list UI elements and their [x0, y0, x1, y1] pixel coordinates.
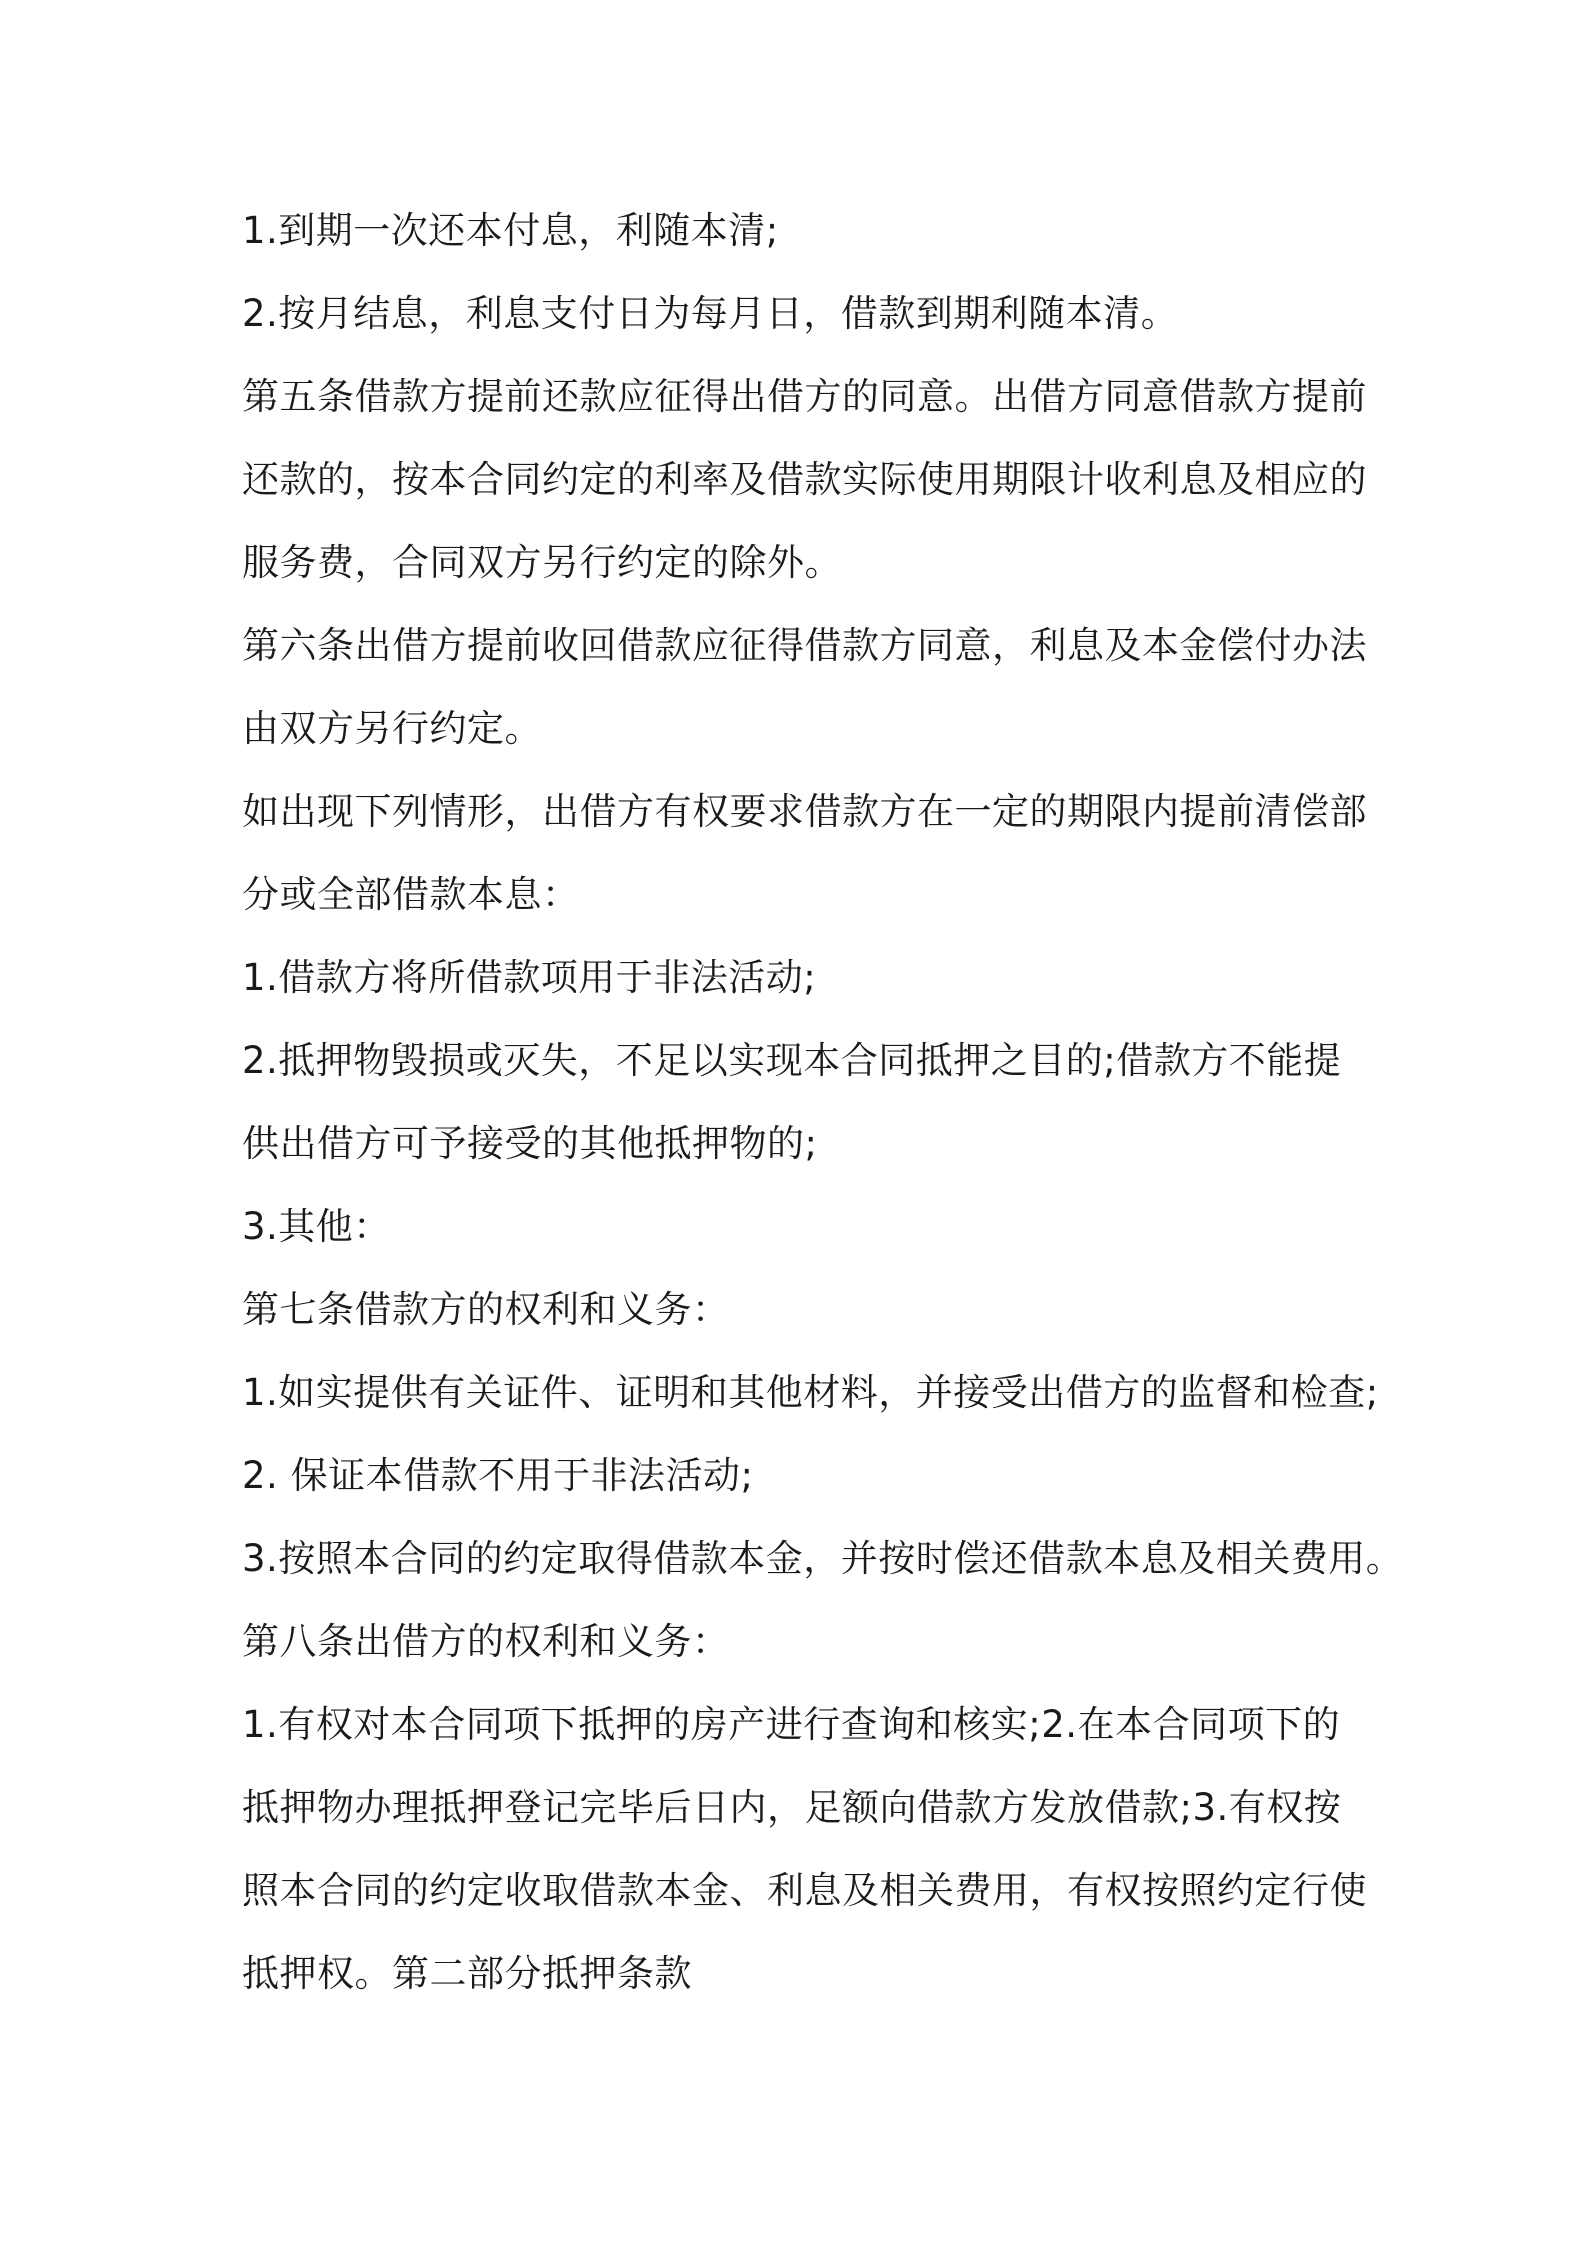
text-line: 第八条出借方的权利和义务： [242, 1620, 730, 1663]
text-line: 还款的，按本合同约定的利率及借款实际使用期限计收利息及相应的 [242, 458, 1367, 501]
text-line: 3.按照本合同的约定取得借款本金，并按时偿还借款本息及相关费用。 [242, 1537, 1404, 1580]
text-line: 分或全部借款本息： [242, 873, 580, 916]
text-line: 1.借款方将所借款项用于非法活动; [242, 956, 817, 999]
text-line: 如出现下列情形，出借方有权要求借款方在一定的期限内提前清偿部 [242, 790, 1367, 833]
text-line: 1.如实提供有关证件、证明和其他材料，并接受出借方的监督和检查; [242, 1371, 1379, 1414]
text-line: 2. 保证本借款不用于非法活动; [242, 1454, 754, 1497]
text-line: 抵押物办理抵押登记完毕后日内，足额向借款方发放借款;3.有权按 [242, 1786, 1342, 1829]
text-line: 2.按月结息，利息支付日为每月日，借款到期利随本清。 [242, 292, 1179, 335]
text-line: 供出借方可予接受的其他抵押物的; [242, 1122, 818, 1165]
text-line: 抵押权。第二部分抵押条款 [242, 1952, 692, 1995]
text-line: 第六条出借方提前收回借款应征得借款方同意，利息及本金偿付办法 [242, 624, 1367, 667]
document-body [242, 196, 1404, 2022]
text-line: 第七条借款方的权利和义务： [242, 1288, 730, 1331]
text-line: 3.其他： [242, 1205, 391, 1248]
text-line: 1.有权对本合同项下抵押的房产进行查询和核实;2.在本合同项下的 [242, 1703, 1341, 1746]
text-line: 2.抵押物毁损或灭失，不足以实现本合同抵押之目的;借款方不能提 [242, 1039, 1342, 1082]
text-line: 第五条借款方提前还款应征得出借方的同意。出借方同意借款方提前 [242, 375, 1367, 418]
text-line: 服务费，合同双方另行约定的除外。 [242, 541, 842, 584]
text-line: 照本合同的约定收取借款本金、利息及相关费用，有权按照约定行使 [242, 1869, 1367, 1912]
text-line: 1.到期一次还本付息，利随本清; [242, 209, 779, 252]
text-line: 由双方另行约定。 [242, 707, 542, 750]
